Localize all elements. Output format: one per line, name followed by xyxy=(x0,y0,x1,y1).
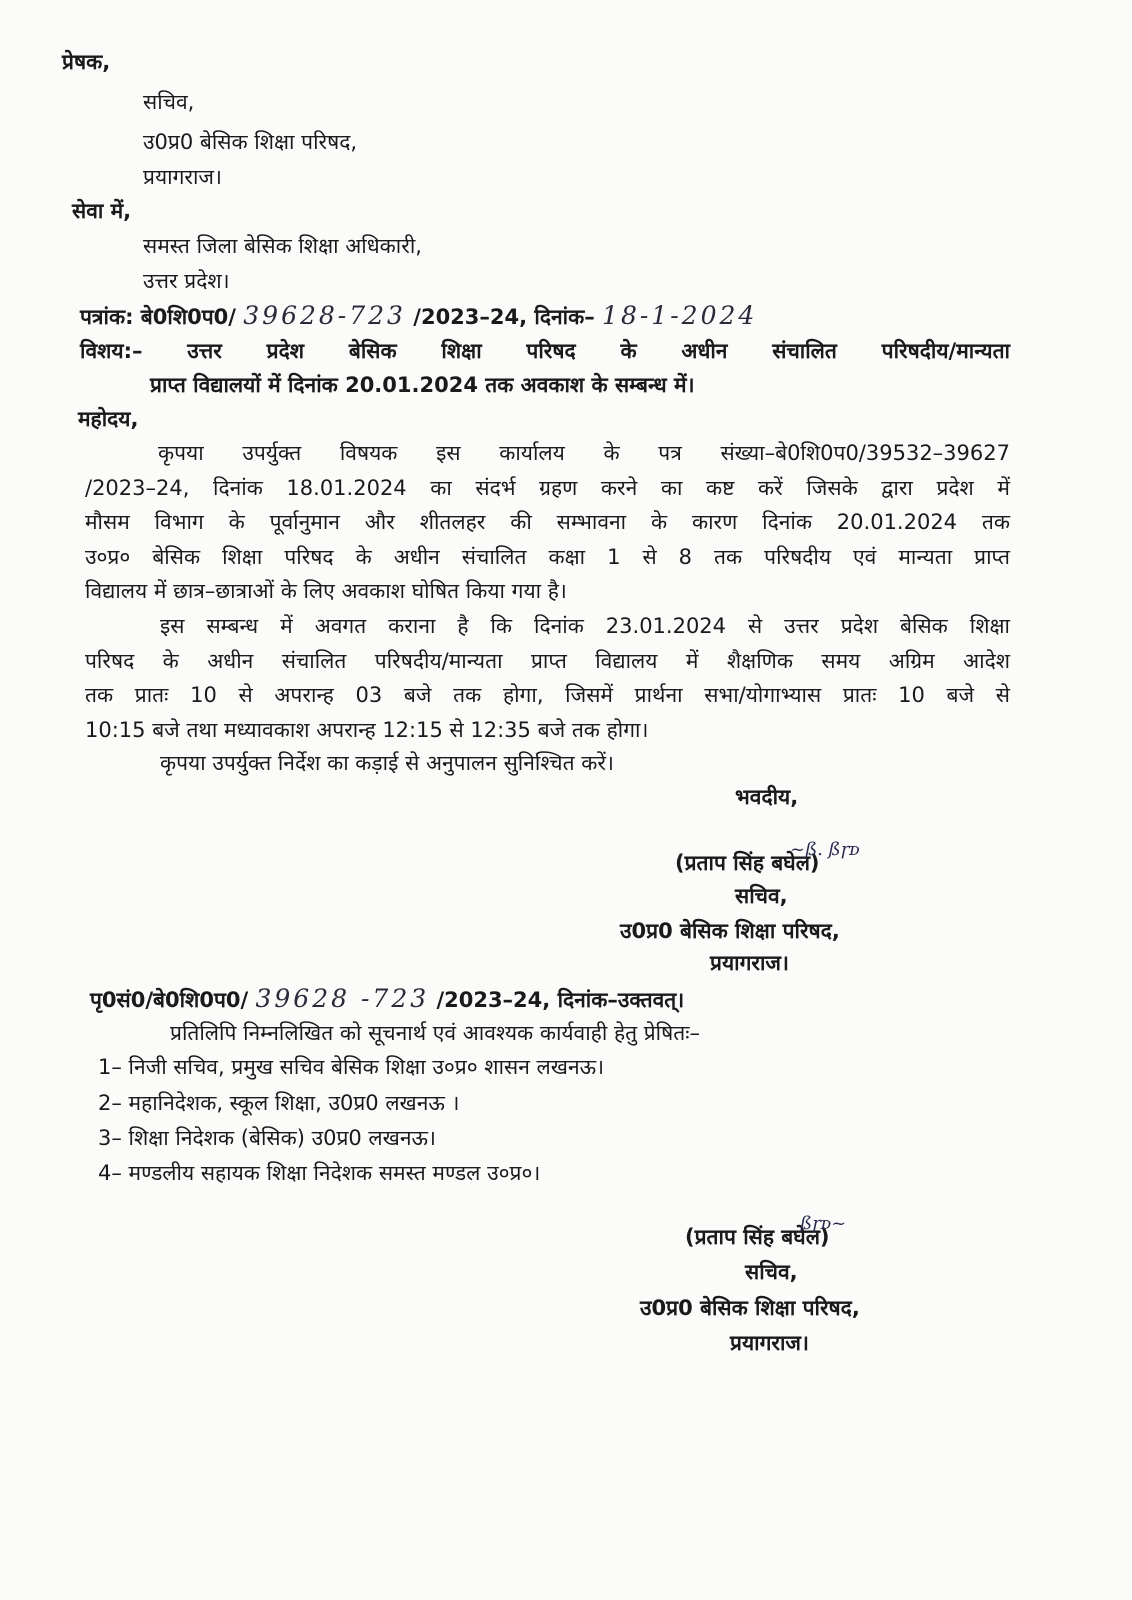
para2-line: तक प्रातः 10 से अपरान्ह 03 बजे तक होगा, जिसमें प्रार्थना सभा/योगाभ्यास प्रातः 10 बजे से xyxy=(85,683,1010,707)
para1-line: विद्यालय में छात्र–छात्राओं के लिए अवकाश घोषित किया गया है। xyxy=(85,579,567,603)
para1-line: /2023–24, दिनांक 18.01.2024 का संदर्भ ग्रहण करने का कष्ट करें जिसके द्वारा प्रदेश में xyxy=(85,476,1010,500)
signature1-org: उ0प्र0 बेसिक शिक्षा परिषद, xyxy=(620,919,840,943)
para2-line: 10:15 बजे तथा मध्यावकाश अपरान्ह 12:15 से 12:35 बजे तक होगा। xyxy=(85,718,649,742)
recipient-line: समस्त जिला बेसिक शिक्षा अधिकारी, xyxy=(143,234,422,258)
para3: कृपया उपर्युक्त निर्देश का कड़ाई से अनुपालन सुनिश्चित करें। xyxy=(160,751,614,775)
signature2-org: उ0प्र0 बेसिक शिक्षा परिषद, xyxy=(640,1296,860,1320)
subject-line-2: प्राप्त विद्यालयों में दिनांक 20.01.2024 तक अवकाश के सम्बन्ध में। xyxy=(150,373,695,397)
signature1-title: सचिव, xyxy=(735,884,788,908)
recipient-state: उत्तर प्रदेश। xyxy=(143,269,230,293)
ref-year: /2023–24, दिनांक– xyxy=(413,305,595,329)
signature1-scribble: ~ß. ßɼᴅ xyxy=(790,839,860,860)
recipient-label: सेवा में, xyxy=(72,199,132,223)
para1-line: कृपया उपर्युक्त विषयक इस कार्यालय के पत्र संख्या–बे0शि0प0/39532–39627 xyxy=(158,441,1010,465)
para1-line: मौसम विभाग के पूर्वानुमान और शीतलहर की सम्भावना के कारण दिनांक 20.01.2024 तक xyxy=(85,510,1010,534)
sender-org: उ0प्र0 बेसिक शिक्षा परिषद, xyxy=(143,130,358,154)
sender-title: सचिव, xyxy=(143,90,195,114)
signature1-name: (प्रताप सिंह बघेल) xyxy=(675,851,820,875)
signature2-name: (प्रताप सिंह बघेल) xyxy=(685,1225,830,1249)
signature2-city: प्रयागराज। xyxy=(730,1331,809,1355)
endorsement-line xyxy=(90,985,684,1014)
endorsement-number-handwritten: 39628 -723 xyxy=(255,984,430,1013)
copy-item: 1– निजी सचिव, प्रमुख सचिव बेसिक शिक्षा उ०प्र० शासन लखनऊ। xyxy=(98,1055,605,1079)
para2-line: इस सम्बन्ध में अवगत कराना है कि दिनांक 23.01.2024 से उत्तर प्रदेश बेसिक शिक्षा xyxy=(160,614,1010,638)
salutation: महोदय, xyxy=(78,407,139,431)
signature2-scribble: ßɼᴅ~ xyxy=(800,1213,847,1234)
endorsement-prefix: पृ0सं0/बे0शि0प0/ xyxy=(90,988,249,1012)
copy-item: 4– मण्डलीय सहायक शिक्षा निदेशक समस्त मण्डल उ०प्र०। xyxy=(98,1161,541,1185)
signature1-city: प्रयागराज। xyxy=(710,951,789,975)
ref-date-handwritten: 18-1-2024 xyxy=(602,301,758,330)
copy-intro: प्रतिलिपि निम्नलिखित को सूचनार्थ एवं आवश्यक कार्यवाही हेतु प्रेषितः– xyxy=(170,1021,700,1045)
para1-line: उ०प्र० बेसिक शिक्षा परिषद के अधीन संचालित कक्षा 1 से 8 तक परिषदीय एवं मान्यता प्राप्त xyxy=(85,545,1010,569)
signature2-title: सचिव, xyxy=(745,1260,798,1284)
sender-label: प्रेषक, xyxy=(62,50,111,74)
sender-city: प्रयागराज। xyxy=(143,165,222,189)
endorsement-suffix: /2023–24, दिनांक–उक्तवत्। xyxy=(436,988,685,1012)
closing: भवदीय, xyxy=(735,785,799,809)
copy-item: 2– महानिदेशक, स्कूल शिक्षा, उ0प्र0 लखनऊ । xyxy=(98,1091,460,1115)
subject-line-1: विशय:– उत्तर प्रदेश बेसिक शिक्षा परिषद के अधीन संचालित परिषदीय/मान्यता xyxy=(80,339,1010,363)
reference-line xyxy=(80,302,757,331)
ref-prefix: पत्रांक: बे0शि0प0/ xyxy=(80,305,236,329)
para2-line: परिषद के अधीन संचालित परिषदीय/मान्यता प्राप्त विद्यालय में शैक्षणिक समय अग्रिम आदेश xyxy=(85,649,1010,673)
copy-item: 3– शिक्षा निदेशक (बेसिक) उ0प्र0 लखनऊ। xyxy=(98,1126,436,1150)
ref-number-handwritten: 39628-723 xyxy=(243,301,406,330)
